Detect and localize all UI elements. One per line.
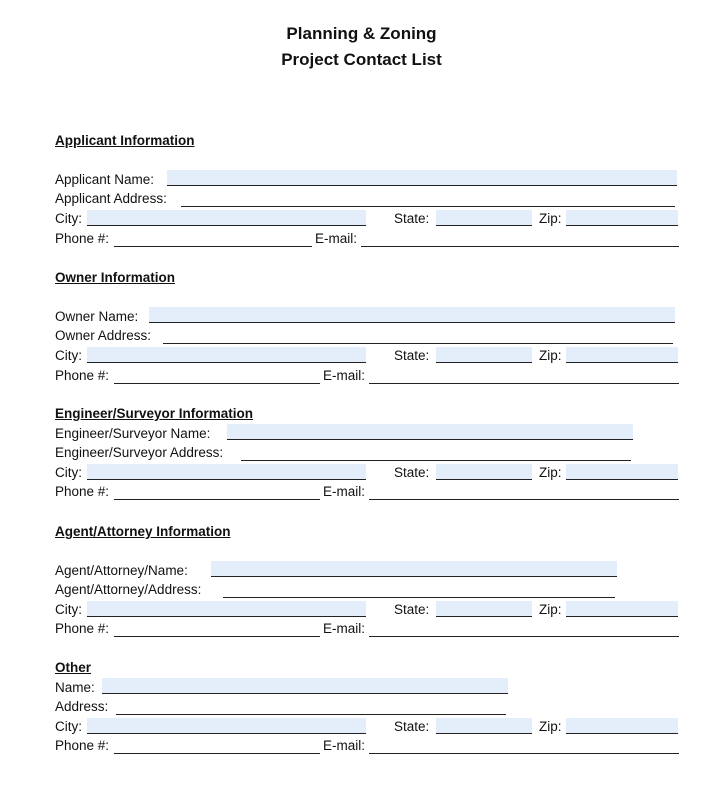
- agent-name-field[interactable]: [211, 561, 617, 577]
- page-subtitle: Project Contact List: [281, 50, 442, 69]
- owner-email-label: E-mail:: [323, 368, 366, 383]
- owner-zip-field[interactable]: [566, 347, 678, 363]
- agent-zip-label: Zip:: [539, 602, 562, 617]
- engineer-email-label: E-mail:: [323, 484, 366, 499]
- agent-city-field[interactable]: [87, 601, 366, 617]
- other-state-field[interactable]: [436, 718, 532, 734]
- owner-city-field[interactable]: [87, 347, 366, 363]
- applicant-zip-field[interactable]: [566, 210, 678, 226]
- applicant-phone-field[interactable]: [114, 246, 312, 247]
- engineer-state-field[interactable]: [436, 464, 532, 480]
- engineer-city-field[interactable]: [87, 464, 366, 480]
- section-heading-owner: Owner Information: [55, 270, 176, 285]
- other-name-label: Name:: [55, 680, 95, 695]
- owner-address-label: Owner Address:: [55, 328, 152, 343]
- engineer-address-label: Engineer/Surveyor Address:: [55, 445, 224, 460]
- owner-zip-label: Zip:: [539, 348, 562, 363]
- engineer-name-field[interactable]: [227, 424, 633, 440]
- applicant-name-label: Applicant Name:: [55, 172, 155, 187]
- engineer-zip-label: Zip:: [539, 465, 562, 480]
- applicant-zip-label: Zip:: [539, 211, 562, 226]
- engineer-phone-label: Phone #:: [55, 484, 110, 499]
- engineer-email-field[interactable]: [369, 499, 679, 500]
- other-name-field[interactable]: [102, 678, 508, 694]
- engineer-name-label: Engineer/Surveyor Name:: [55, 426, 211, 441]
- other-phone-label: Phone #:: [55, 738, 110, 753]
- owner-name-field[interactable]: [149, 307, 675, 323]
- agent-city-label: City:: [55, 602, 82, 617]
- other-city-field[interactable]: [87, 718, 366, 734]
- agent-zip-field[interactable]: [566, 601, 678, 617]
- agent-name-label: Agent/Attorney/Name:: [55, 563, 188, 578]
- owner-phone-label: Phone #:: [55, 368, 110, 383]
- engineer-address-field[interactable]: [241, 460, 631, 461]
- other-zip-label: Zip:: [539, 719, 562, 734]
- owner-address-field[interactable]: [163, 343, 673, 344]
- agent-email-label: E-mail:: [323, 621, 366, 636]
- section-heading-agent: Agent/Attorney Information: [55, 524, 231, 539]
- applicant-state-field[interactable]: [436, 210, 532, 226]
- other-email-field[interactable]: [369, 753, 679, 754]
- applicant-city-label: City:: [55, 211, 82, 226]
- owner-city-label: City:: [55, 348, 82, 363]
- other-email-label: E-mail:: [323, 738, 366, 753]
- owner-phone-field[interactable]: [114, 383, 320, 384]
- other-phone-field[interactable]: [114, 753, 320, 754]
- engineer-city-label: City:: [55, 465, 82, 480]
- applicant-email-label: E-mail:: [315, 231, 358, 246]
- agent-state-label: State:: [394, 602, 430, 617]
- applicant-phone-label: Phone #:: [55, 231, 110, 246]
- engineer-state-label: State:: [394, 465, 430, 480]
- agent-address-label: Agent/Attorney/Address:: [55, 582, 202, 597]
- owner-state-label: State:: [394, 348, 430, 363]
- engineer-phone-field[interactable]: [114, 499, 320, 500]
- applicant-city-field[interactable]: [87, 210, 366, 226]
- agent-address-field[interactable]: [223, 597, 615, 598]
- agent-phone-label: Phone #:: [55, 621, 110, 636]
- other-city-label: City:: [55, 719, 82, 734]
- owner-state-field[interactable]: [436, 347, 532, 363]
- agent-email-field[interactable]: [369, 636, 679, 637]
- other-address-field[interactable]: [116, 714, 506, 715]
- engineer-zip-field[interactable]: [566, 464, 678, 480]
- other-state-label: State:: [394, 719, 430, 734]
- owner-name-label: Owner Name:: [55, 309, 139, 324]
- section-heading-applicant: Applicant Information: [55, 133, 195, 148]
- owner-email-field[interactable]: [369, 383, 679, 384]
- other-zip-field[interactable]: [566, 718, 678, 734]
- section-heading-other: Other: [55, 660, 92, 675]
- agent-phone-field[interactable]: [114, 636, 320, 637]
- applicant-address-label: Applicant Address:: [55, 191, 167, 206]
- agent-state-field[interactable]: [436, 601, 532, 617]
- page-title: Planning & Zoning: [286, 24, 437, 43]
- applicant-name-field[interactable]: [167, 170, 677, 186]
- section-heading-engineer: Engineer/Surveyor Information: [55, 406, 254, 421]
- other-address-label: Address:: [55, 699, 109, 714]
- applicant-state-label: State:: [394, 211, 430, 226]
- applicant-address-field[interactable]: [181, 206, 675, 207]
- applicant-email-field[interactable]: [361, 246, 679, 247]
